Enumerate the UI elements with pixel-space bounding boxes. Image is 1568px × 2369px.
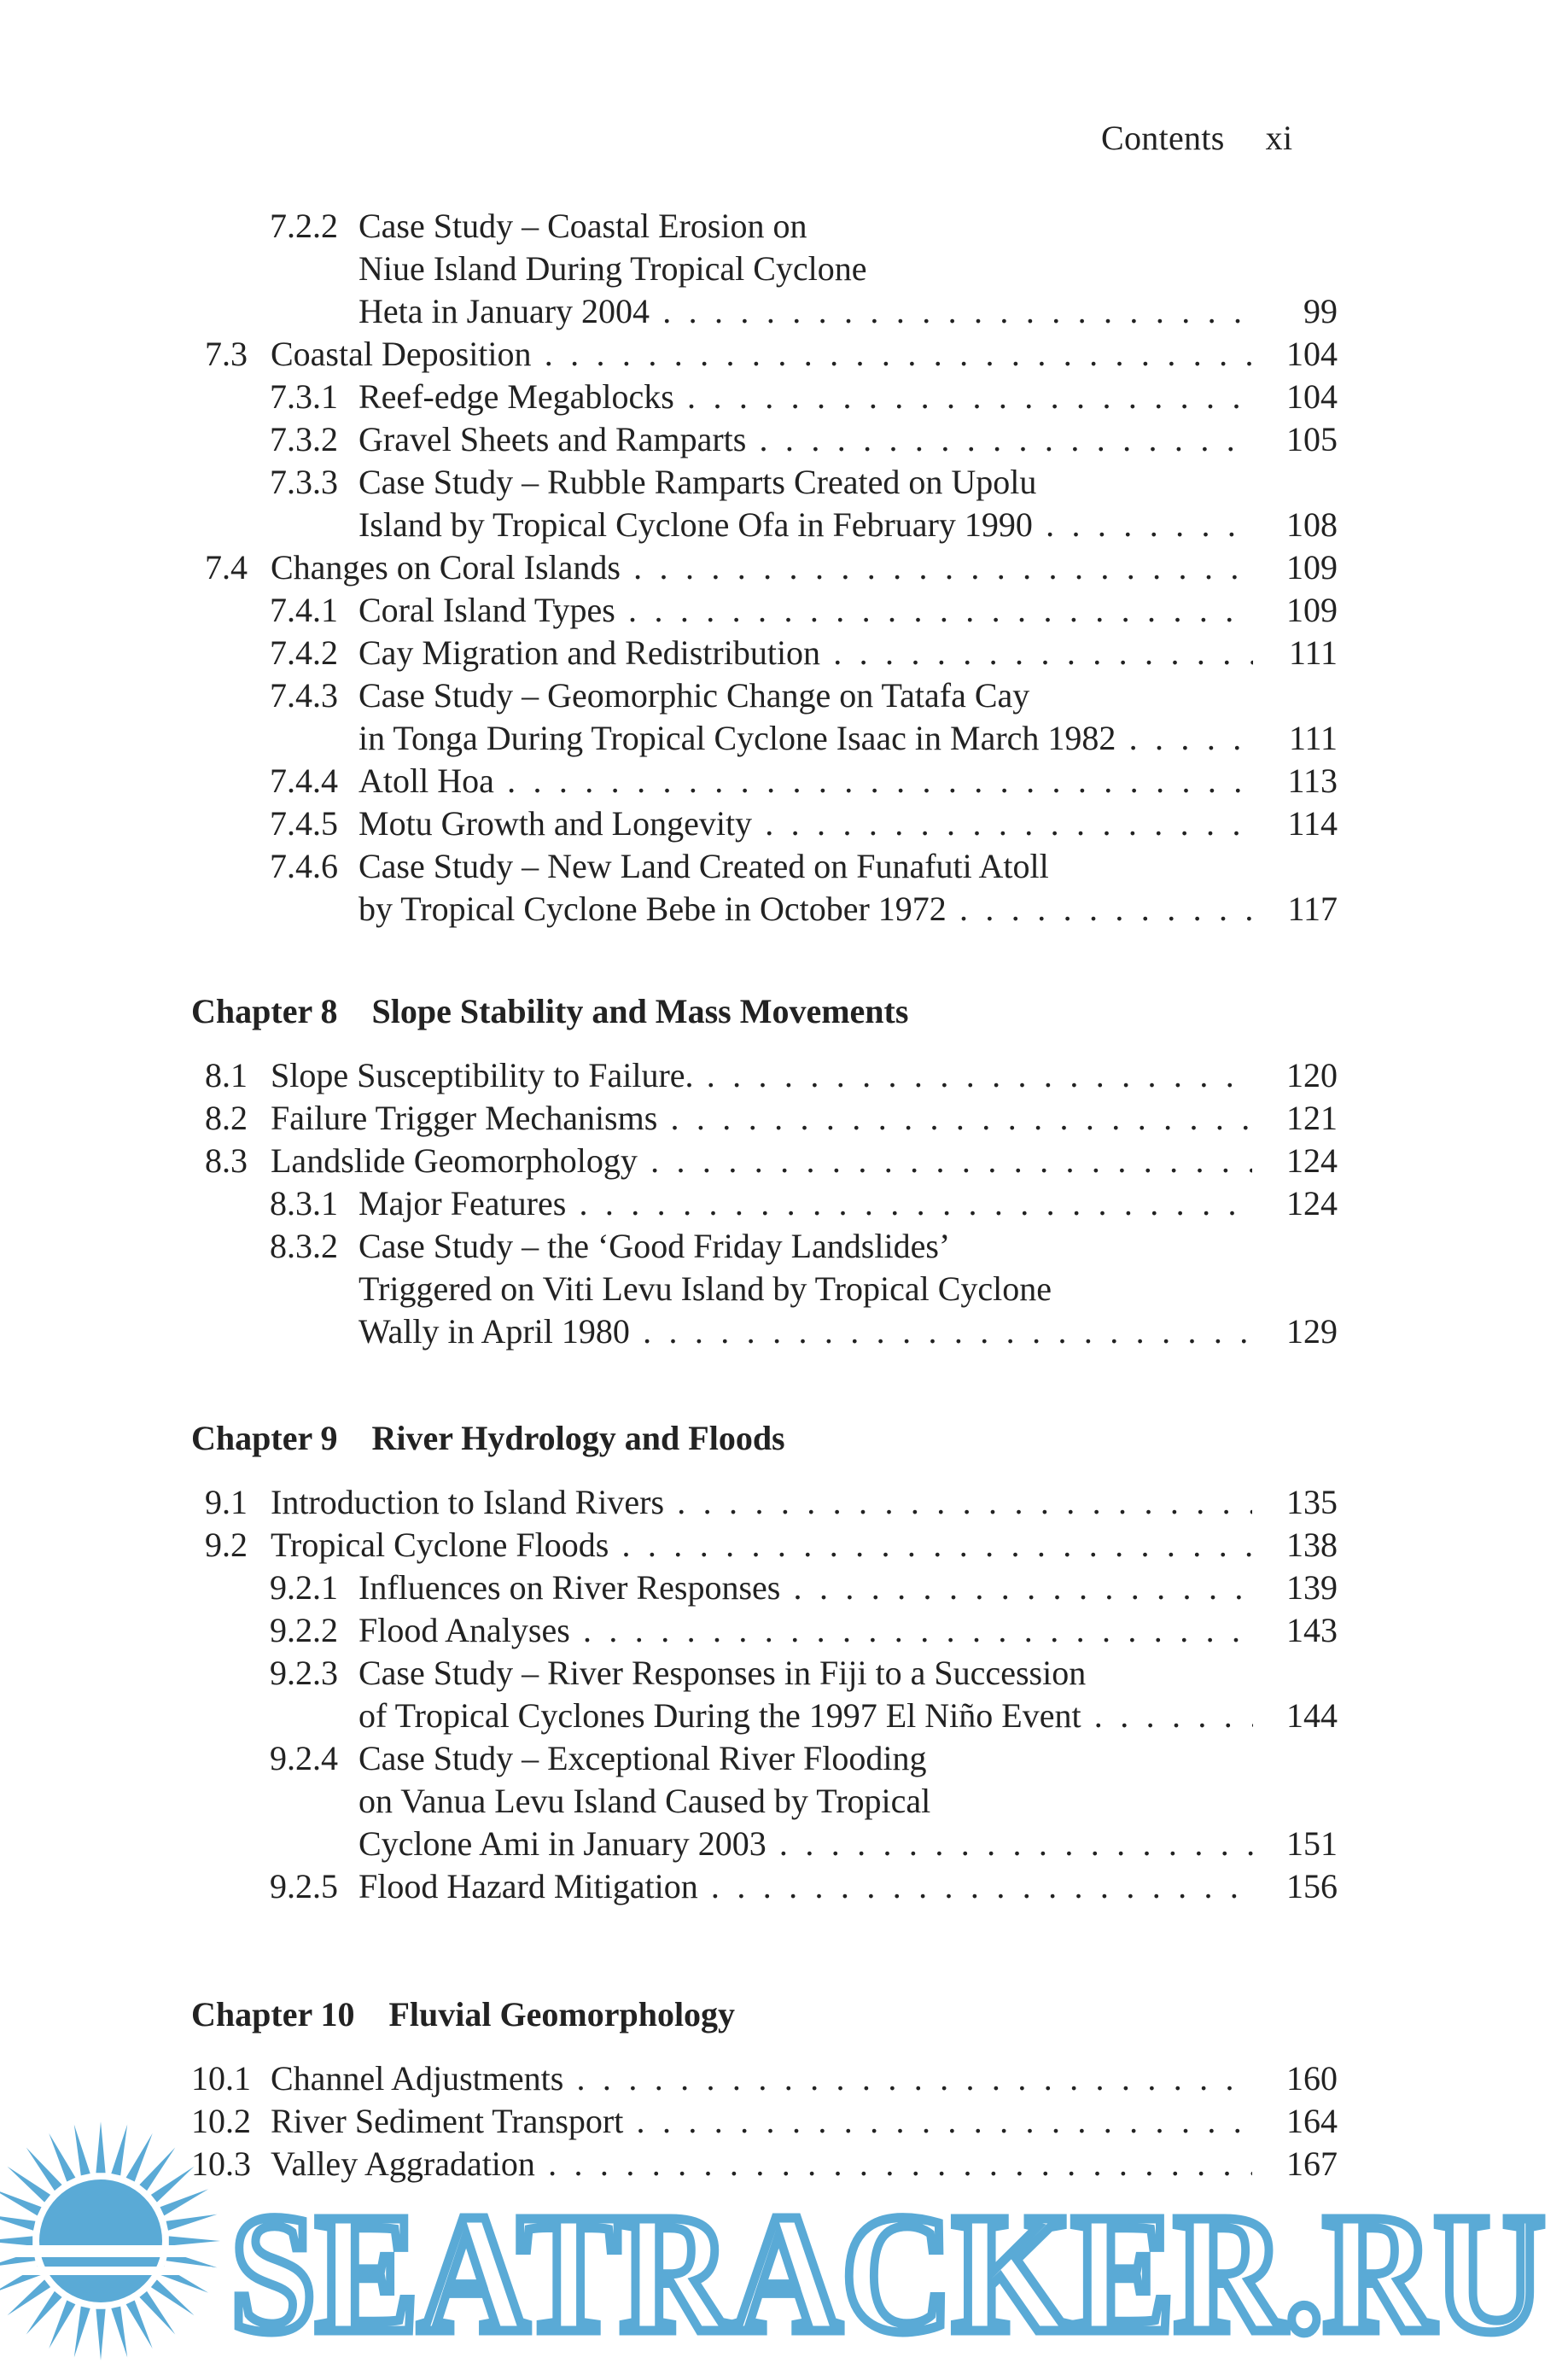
chapter-title: Slope Stability and Mass Movements bbox=[371, 992, 909, 1030]
section-title: Motu Growth and Longevity . . . bbox=[358, 802, 1253, 845]
section-number: 9.2.2 bbox=[270, 1611, 338, 1649]
toc-entry-line bbox=[0, 1310, 1568, 1353]
section-title: Cay Migration and Redistribution . . . bbox=[358, 632, 1253, 674]
section-number: 7.4.3 bbox=[270, 676, 338, 715]
section-number: 9.2.3 bbox=[270, 1654, 338, 1692]
section-number: 10.2 bbox=[191, 2102, 251, 2140]
section-title: Cyclone Ami in January 2003 . . . bbox=[358, 1823, 1253, 1865]
section-title: Case Study – Geomorphic Change on Tatafa Cay bbox=[358, 676, 1030, 715]
section-title: Wally in April 1980 . . . bbox=[358, 1310, 1253, 1353]
page-number: 135 bbox=[1286, 1483, 1338, 1521]
toc-entry-line bbox=[0, 717, 1568, 760]
page-number: 109 bbox=[1286, 548, 1338, 586]
section-title: Case Study – the ‘Good Friday Landslides’ bbox=[358, 1227, 951, 1265]
page-number: 156 bbox=[1286, 1867, 1338, 1905]
section-title: Coral Island Types . . . bbox=[358, 589, 1253, 632]
page-number: 124 bbox=[1286, 1184, 1338, 1222]
toc-entry-line bbox=[0, 802, 1568, 845]
section-title: on Vanua Levu Island Caused by Tropical bbox=[358, 1782, 931, 1820]
page-number: 151 bbox=[1286, 1824, 1338, 1863]
toc-entry-line bbox=[0, 2057, 1568, 2100]
sun-ray bbox=[160, 2189, 209, 2215]
section-number: 8.3 bbox=[205, 1141, 248, 1180]
toc-entry-line bbox=[0, 333, 1568, 376]
section-title: Tropical Cyclone Floods . . . bbox=[271, 1524, 1252, 1567]
toc-entry-line bbox=[0, 1567, 1568, 1609]
toc-entry-line bbox=[0, 1737, 1568, 1780]
sun-ray bbox=[49, 2301, 75, 2349]
toc-entry-line bbox=[0, 290, 1568, 333]
section-title: Atoll Hoa . . . bbox=[358, 760, 1253, 802]
section-number: 9.1 bbox=[205, 1483, 248, 1521]
sun-ray bbox=[49, 2133, 75, 2182]
section-title: Channel Adjustments . . . bbox=[271, 2057, 1252, 2100]
running-head-section: Contents bbox=[1101, 119, 1225, 157]
chapter-heading bbox=[191, 1417, 785, 1460]
section-title: Influences on River Responses . . . bbox=[358, 1567, 1253, 1609]
chapter-label: Chapter 10 bbox=[191, 1995, 355, 2033]
toc-entry-line bbox=[0, 1140, 1568, 1182]
page-number: 164 bbox=[1286, 2102, 1338, 2140]
toc-entry-line bbox=[0, 248, 1568, 290]
section-number: 9.2.5 bbox=[270, 1867, 338, 1905]
section-number: 9.2.4 bbox=[270, 1739, 338, 1777]
section-number: 7.3.2 bbox=[270, 420, 338, 458]
sun-ray bbox=[111, 2307, 127, 2358]
toc-entry-line bbox=[0, 376, 1568, 418]
page-number: 144 bbox=[1286, 1696, 1338, 1735]
section-title: of Tropical Cyclones During the 1997 El Niño Event . . . bbox=[358, 1695, 1253, 1737]
page-number: 105 bbox=[1286, 420, 1338, 458]
sun-ray bbox=[126, 2301, 153, 2349]
page-number: 109 bbox=[1286, 591, 1338, 629]
section-number: 9.2.1 bbox=[270, 1568, 338, 1607]
page-number: 104 bbox=[1286, 335, 1338, 373]
toc-entry-line bbox=[0, 205, 1568, 248]
sun-ray bbox=[96, 2309, 105, 2360]
chapter-heading bbox=[191, 1993, 735, 2036]
sun-ray bbox=[0, 2214, 35, 2231]
sun-ray bbox=[111, 2125, 127, 2176]
page-number: 160 bbox=[1286, 2059, 1338, 2098]
chapter-label: Chapter 8 bbox=[191, 992, 338, 1030]
section-number: 7.4.5 bbox=[270, 804, 338, 843]
page-number: 139 bbox=[1286, 1568, 1338, 1607]
section-title: Reef-edge Megablocks . . . bbox=[358, 376, 1253, 418]
section-title: Triggered on Viti Levu Island by Tropical Cyclone bbox=[358, 1269, 1052, 1308]
section-number: 7.4.2 bbox=[270, 633, 338, 672]
section-title: River Sediment Transport . . . bbox=[271, 2100, 1252, 2143]
section-number: 8.2 bbox=[205, 1099, 248, 1137]
page-number: 167 bbox=[1286, 2144, 1338, 2183]
sun-ray bbox=[169, 2236, 220, 2245]
section-title: Valley Aggradation . . . bbox=[271, 2143, 1252, 2185]
toc-entry-line bbox=[0, 1054, 1568, 1097]
section-title: by Tropical Cyclone Bebe in October 1972 . . . bbox=[358, 888, 1253, 931]
sun-ray bbox=[74, 2307, 90, 2358]
section-title: Landslide Geomorphology . . . bbox=[271, 1140, 1252, 1182]
toc-entry-line bbox=[0, 1268, 1568, 1310]
section-number: 7.2.2 bbox=[270, 207, 338, 245]
page-number: 111 bbox=[1288, 633, 1338, 672]
section-number: 7.3 bbox=[205, 335, 248, 373]
page-number: 143 bbox=[1286, 1611, 1338, 1649]
section-number: 7.4.4 bbox=[270, 761, 338, 800]
section-title: Flood Analyses . . . bbox=[358, 1609, 1253, 1652]
section-title: Case Study – New Land Created on Funafuti Atoll bbox=[358, 847, 1049, 885]
chapter-title: River Hydrology and Floods bbox=[371, 1419, 785, 1457]
toc-entry-line bbox=[0, 632, 1568, 674]
section-number: 8.3.1 bbox=[270, 1184, 338, 1222]
toc-entry-line bbox=[0, 1097, 1568, 1140]
section-title: Case Study – Exceptional River Flooding bbox=[358, 1739, 927, 1777]
toc-entry-line bbox=[0, 1865, 1568, 1908]
toc-entry-line bbox=[0, 1695, 1568, 1737]
section-title: Coastal Deposition . . . bbox=[271, 333, 1252, 376]
section-title: Case Study – Coastal Erosion on bbox=[358, 207, 807, 245]
toc-entry-line bbox=[0, 1524, 1568, 1567]
sun-ray bbox=[0, 2236, 32, 2245]
sun-ray bbox=[96, 2121, 105, 2173]
page-number: 104 bbox=[1286, 377, 1338, 416]
section-number: 7.3.3 bbox=[270, 463, 338, 501]
section-number: 7.4.6 bbox=[270, 847, 338, 885]
toc-entry-line bbox=[0, 461, 1568, 504]
toc-entry-line bbox=[0, 589, 1568, 632]
section-title: Failure Trigger Mechanisms . . . bbox=[271, 1097, 1252, 1140]
page-number: 117 bbox=[1287, 890, 1338, 928]
sun-logo-icon bbox=[0, 2121, 220, 2360]
section-title: Niue Island During Tropical Cyclone bbox=[358, 249, 867, 288]
page-number: 111 bbox=[1288, 719, 1338, 757]
toc-entry-line bbox=[0, 1780, 1568, 1823]
toc-entry-line bbox=[0, 504, 1568, 546]
toc-entry-line bbox=[0, 1652, 1568, 1695]
section-number: 7.4.1 bbox=[270, 591, 338, 629]
toc-entry-line bbox=[0, 888, 1568, 931]
page-number: 129 bbox=[1286, 1312, 1338, 1351]
page-number: 113 bbox=[1287, 761, 1338, 800]
toc-entry-line bbox=[0, 1182, 1568, 1225]
section-title: Changes on Coral Islands . . . bbox=[271, 546, 1252, 589]
section-title: in Tonga During Tropical Cyclone Isaac in March 1982 . . . bbox=[358, 717, 1253, 760]
toc-entry-line bbox=[0, 760, 1568, 802]
section-title: Heta in January 2004 . . . bbox=[358, 290, 1253, 333]
page-number: 138 bbox=[1286, 1526, 1338, 1564]
section-title: Gravel Sheets and Ramparts . . . bbox=[358, 418, 1253, 461]
toc-entry-line bbox=[0, 1481, 1568, 1524]
page-number: 108 bbox=[1286, 505, 1338, 544]
sun-ray bbox=[74, 2125, 90, 2176]
section-number: 10.3 bbox=[191, 2144, 251, 2183]
section-title: Introduction to Island Rivers . . . bbox=[271, 1481, 1252, 1524]
page-number: 99 bbox=[1303, 292, 1338, 330]
section-number: 9.2 bbox=[205, 1526, 248, 1564]
sun-ray bbox=[126, 2133, 153, 2182]
section-number: 10.1 bbox=[191, 2059, 251, 2098]
page-number: 114 bbox=[1287, 804, 1338, 843]
sun-ray bbox=[166, 2214, 218, 2231]
section-number: 8.3.2 bbox=[270, 1227, 338, 1265]
page-number: 120 bbox=[1286, 1056, 1338, 1094]
chapter-title: Fluvial Geomorphology bbox=[388, 1995, 736, 2033]
toc-entry-line bbox=[0, 418, 1568, 461]
section-title: Case Study – Rubble Ramparts Created on Upolu bbox=[358, 463, 1037, 501]
section-number: 7.4 bbox=[205, 548, 248, 586]
section-number: 7.3.1 bbox=[270, 377, 338, 416]
toc-entry-line bbox=[0, 845, 1568, 888]
section-title: Slope Susceptibility to Failure. . . . bbox=[271, 1054, 1252, 1097]
toc-entry-line bbox=[0, 1823, 1568, 1865]
toc-entry-line bbox=[0, 546, 1568, 589]
toc-entry-line bbox=[0, 1225, 1568, 1268]
toc-entry-line bbox=[0, 674, 1568, 717]
chapter-label: Chapter 9 bbox=[191, 1419, 338, 1457]
section-title: Major Features . . . bbox=[358, 1182, 1253, 1225]
toc-entry-line bbox=[0, 1609, 1568, 1652]
page-number: 121 bbox=[1286, 1099, 1338, 1137]
page-number: 124 bbox=[1286, 1141, 1338, 1180]
chapter-heading bbox=[191, 990, 908, 1033]
page-numeral: xi bbox=[1265, 119, 1293, 157]
section-title: Case Study – River Responses in Fiji to a Succession bbox=[358, 1654, 1087, 1692]
section-title: Island by Tropical Cyclone Ofa in February 1990 . . . bbox=[358, 504, 1253, 546]
section-title: Flood Hazard Mitigation . . . bbox=[358, 1865, 1253, 1908]
watermark-text: SEATRACKER.RU bbox=[230, 2179, 1545, 2368]
watermark bbox=[0, 2117, 1568, 2369]
section-number: 8.1 bbox=[205, 1056, 248, 1094]
